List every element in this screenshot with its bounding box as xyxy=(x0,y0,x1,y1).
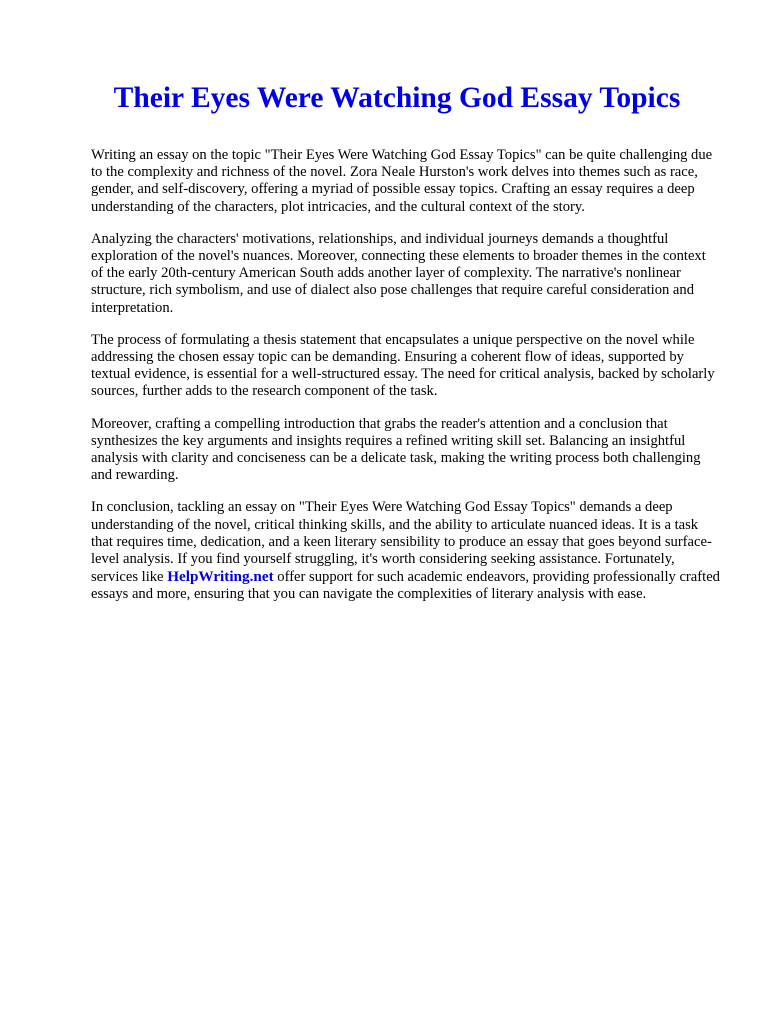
paragraph-3: The process of formulating a thesis statement that encapsulates a unique perspective on the novel while addressing the chosen essay topic can be demanding. Ensuring a coherent flow of ideas, supported by textual evidence, is essential for a well-structured essay. The need for critical analysis, backed by scholarly sources, further adds to the research component of the task. xyxy=(91,331,715,400)
document-title: Their Eyes Were Watching God Essay Topics xyxy=(113,82,681,114)
paragraph-2: Analyzing the characters' motivations, relationships, and individual journeys demands a thoughtful exploration of the novel's nuances. Moreover, connecting these elements to broader themes in the context of the early 20th-century American South adds another layer of complexity. The narrative's nonlinear structure, rich symbolism, and use of dialect also pose challenges that require careful consideration and interpretation. xyxy=(91,230,706,316)
paragraph-5-text-after-link: offer support for such academic endeavors, providing professionally crafted essays and more, ensuring that you can navigate the complexities of literary analysis with ease. xyxy=(91,569,720,603)
document-body xyxy=(91,147,721,619)
paragraph-4: Moreover, crafting a compelling introduction that grabs the reader's attention and a conclusion that synthesizes the key arguments and insights requires a refined writing skill set. Balancing an insightful analysis with clarity and conciseness can be a delicate task, making the writing process both challenging and rewarding. xyxy=(91,415,701,484)
paragraph-5 xyxy=(91,499,721,603)
paragraph-5-text-before-link: In conclusion, tackling an essay on "Their Eyes Were Watching God Essay Topics" demands a deep understanding of the novel, critical thinking skills, and the ability to articulate nuanced ideas. It is a task that requires time, dedication, and a keen literary sensibility to produce an essay that goes beyond surface-level analysis. If you find yourself struggling, it's worth considering seeking assistance. Fortunately, services like xyxy=(91,499,712,586)
paragraph-1: Writing an essay on the topic "Their Eyes Were Watching God Essay Topics" can be quite challenging due to the complexity and richness of the novel. Zora Neale Hurston's work delves into themes such as race, gender, and self-discovery, offering a myriad of possible essay topics. Crafting an essay requires a deep understanding of the characters, plot intricacies, and the cultural context of the story. xyxy=(91,147,713,215)
helpwriting-link[interactable]: HelpWriting.net xyxy=(167,568,274,586)
